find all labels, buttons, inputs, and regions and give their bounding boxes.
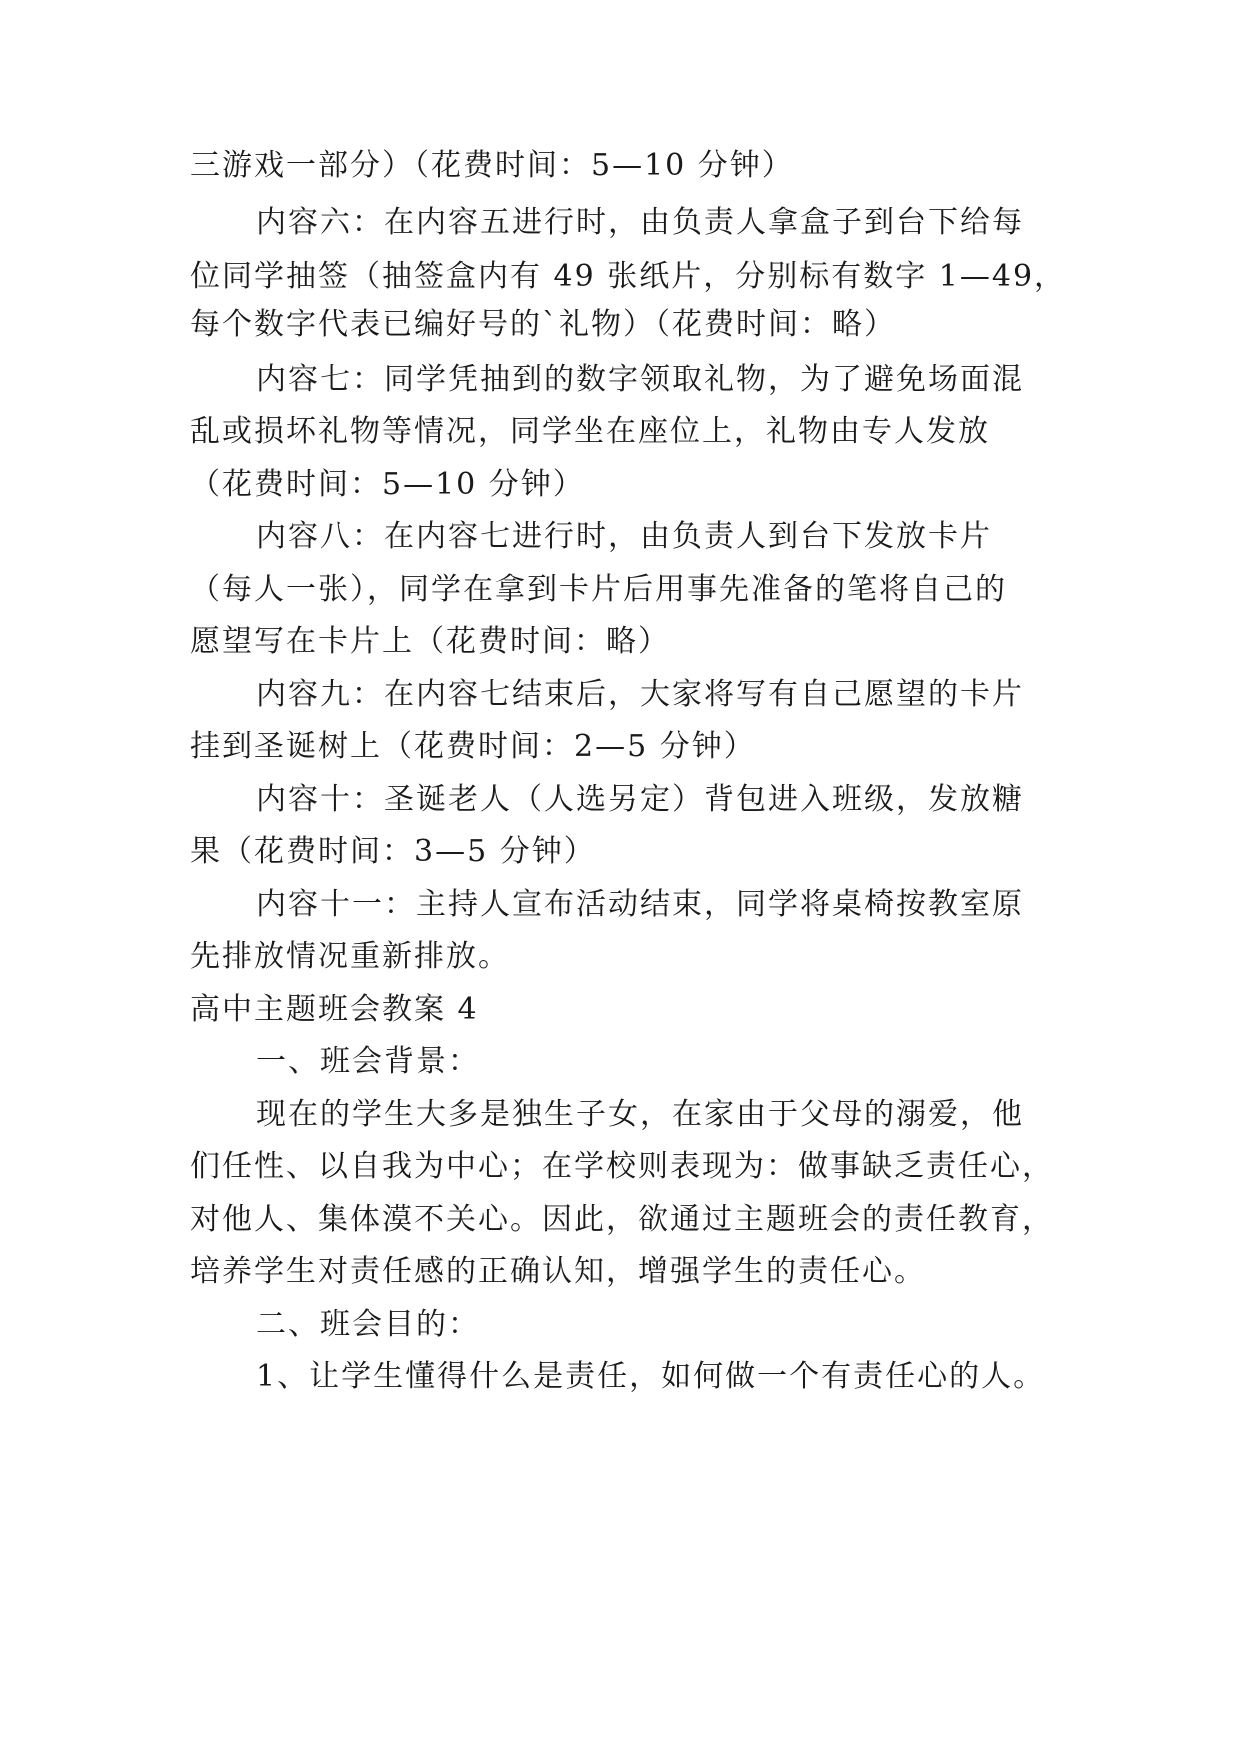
text-line: 愿望写在卡片上（花费时间：略） [190, 624, 670, 659]
text-line: 三游戏一部分）（花费时间：5—10 分钟） [190, 148, 794, 183]
text-line: 培养学生对责任感的正确认知，增强学生的责任心。 [190, 1254, 926, 1289]
text-line: 每个数字代表已编好号的`礼物）（花费时间：略） [190, 307, 896, 342]
text-line: 内容十：圣诞老人（人选另定）背包进入班级，发放糖 [256, 782, 1024, 817]
text-line: 内容十一：主持人宣布活动结束，同学将桌椅按教室原 [256, 887, 1024, 922]
text-line: （每人一张），同学在拿到卡片后用事先准备的笔将自己的 [190, 572, 1007, 607]
text-line: 们任性、以自我为中心；在学校则表现为：做事缺乏责任心， [190, 1149, 1054, 1184]
section-heading: 高中主题班会教案 4 [190, 992, 479, 1027]
text-line: 内容七：同学凭抽到的数字领取礼物，为了避免场面混 [256, 362, 1024, 397]
subheading: 二、班会目的： [256, 1307, 480, 1342]
subheading: 一、班会背景： [256, 1044, 480, 1079]
text-line: 位同学抽签（抽签盒内有 49 张纸片，分别标有数字 1—49， [190, 259, 1067, 294]
text-line: 先排放情况重新排放。 [190, 939, 510, 974]
text-line: 乱或损坏礼物等情况，同学坐在座位上，礼物由专人发放 [190, 414, 990, 449]
text-line: 内容八：在内容七进行时，由负责人到台下发放卡片 [256, 519, 992, 554]
text-line: 内容六：在内容五进行时，由负责人拿盒子到台下给每 [256, 205, 1024, 240]
text-line: 内容九：在内容七结束后，大家将写有自己愿望的卡片 [256, 677, 1024, 712]
text-line: 1、让学生懂得什么是责任，如何做一个有责任心的人。 [256, 1359, 1046, 1394]
text-line: 果（花费时间：3—5 分钟） [190, 834, 596, 869]
text-line: （花费时间：5—10 分钟） [190, 467, 585, 502]
text-line: 对他人、集体漠不关心。因此，欲通过主题班会的责任教育， [190, 1202, 1054, 1237]
text-line: 挂到圣诞树上（花费时间：2—5 分钟） [190, 729, 756, 764]
text-line: 现在的学生大多是独生子女，在家由于父母的溺爱，他 [256, 1097, 1024, 1132]
